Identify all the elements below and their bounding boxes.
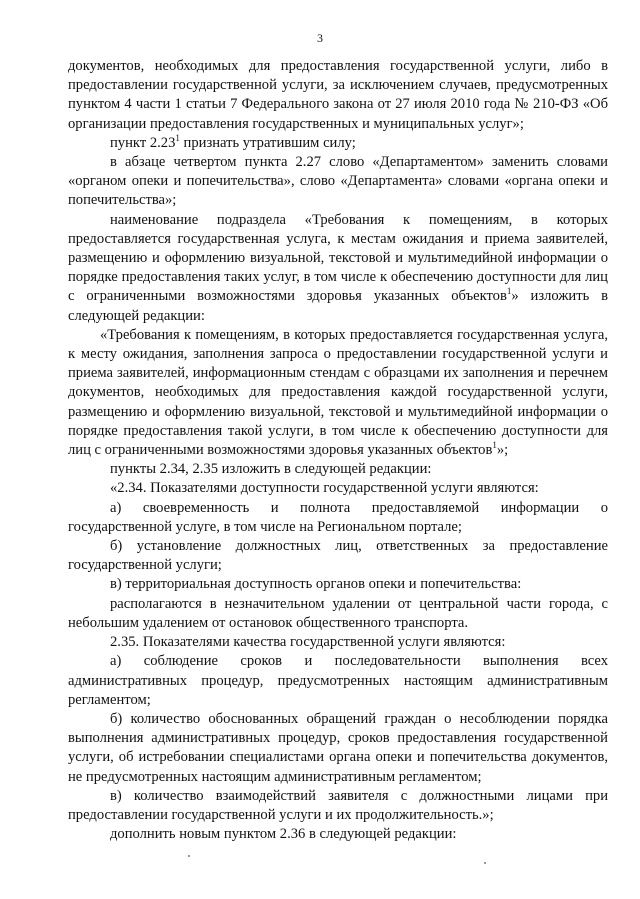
paragraph: 2.35. Показателями качества государственной услуги являются:: [110, 634, 506, 651]
scan-speck: [188, 855, 190, 857]
paragraph: наименование подраздела «Требования к помещениям, в которых предоставляется государственная услуга, к местам ожидания и приема заявителей, размещению и оформлению визуальной, текстовой и мультимедийной информации о порядке предоставления таких услуг, в том числе к обеспечению доступности для лиц с ограниченными возможностями здоровья указанных объектов$^1$» изложить в следующей редакции:: [68, 211, 609, 324]
paragraph: в) количество взаимодействий заявителя с должностными лицами при предоставлении государственной услуги и их продолжительность.»;: [68, 787, 608, 823]
scan-speck: [484, 862, 486, 864]
footnote-mark: 1: [506, 286, 512, 297]
page-number: 3: [317, 31, 323, 45]
paragraph: «2.34. Показателями доступности государственной услуги являются:: [110, 480, 539, 497]
paragraph: располагаются в незначительном удалении от центральной части города, с небольшим удалением от остановок общественного транспорта.: [68, 595, 608, 631]
document-body: [68, 57, 608, 844]
paragraph: а) соблюдение сроков и последовательности выполнения всех административных процедур, предусмотренных настоящим административным регламентом;: [68, 653, 608, 708]
paragraph: пункты 2.34, 2.35 изложить в следующей редакции:: [110, 461, 432, 478]
paragraph: в абзаце четвертом пункта 2.27 слово «Департаментом» заменить словами «органом опеки и попечительства», слово «Департамента» словами «органа опеки и попечительства»;: [68, 154, 608, 209]
footnote-mark: 1: [175, 132, 180, 143]
paragraph: документов, необходимых для предоставления государственной услуги, либо в предоставлении государственной услуги, за исключением случаев, предусмотренных пунктом 4 части 1 статьи 7 Федерального закона от 27 июля 2010 года № 210-ФЗ «Об организации предоставления государственных и муниципальных услуг»;: [68, 58, 608, 132]
paragraph: а) своевременность и полнота предоставляемой информации о государственной услуге, в том числе на Региональном портале;: [68, 499, 608, 535]
paragraph: б) установление должностных лиц, ответственных за предоставление государственной услуги;: [68, 538, 608, 574]
paragraph: «Требования к помещениям, в которых предоставляется государственная услуга, к месту ожидания, заполнения запроса о предоставлении государственной услуги и приема заявителей, информационным стендам с образцами их заполнения и перечнем документов, необходимых для предоставления каждой государственной услуги, размещению и оформлению визуальной, текстовой и мультимедийной информации о порядке предоставления такой услуги, в том числе к обеспечению доступности для лиц с ограниченными возможностями здоровья указанных объектов$^1$»;: [68, 326, 608, 459]
footnote-mark: 1: [492, 440, 497, 451]
paragraph: пункт 2.23$^1$ признать утратившим силу;: [110, 132, 356, 151]
paragraph: б) количество обоснованных обращений граждан о несоблюдении порядка выполнения административных процедур, сроков предоставления государственной услуги, об истребовании специалистами органа опеки и попечительства документов, не предусмотренных настоящим административным регламентом;: [68, 710, 608, 785]
paragraph: в) территориальная доступность органов опеки и попечительства:: [110, 576, 522, 593]
paragraph: дополнить новым пунктом 2.36 в следующей редакции:: [110, 826, 457, 843]
